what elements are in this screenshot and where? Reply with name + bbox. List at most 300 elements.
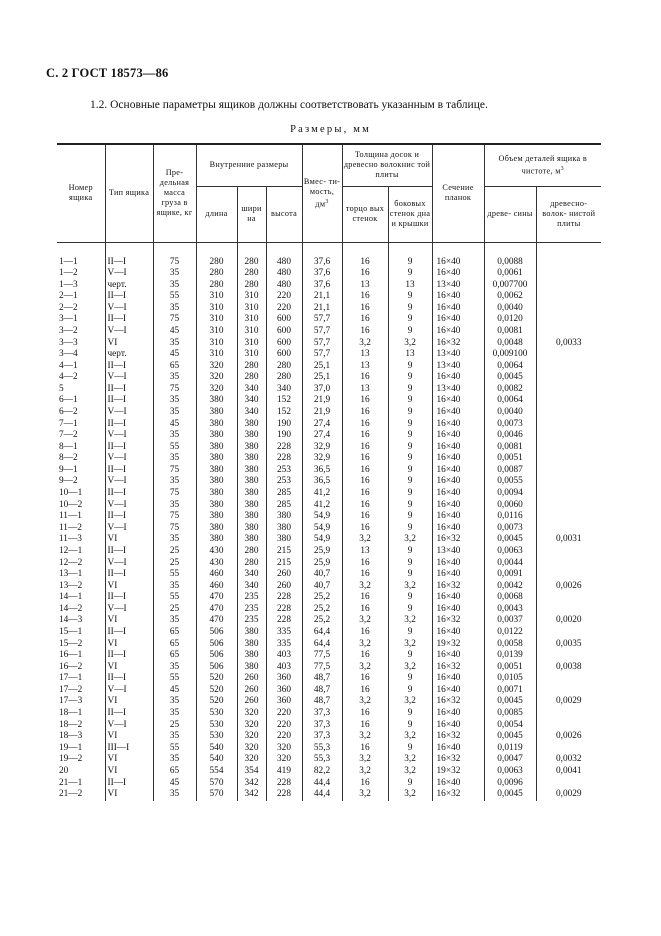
- table-row: [57, 476, 601, 488]
- header-type: Тип ящика: [105, 144, 153, 242]
- table-cell: 37,6: [302, 257, 342, 269]
- table-cell: 16: [342, 511, 388, 523]
- table-cell: 310: [196, 291, 237, 303]
- table-cell: 228: [266, 778, 302, 790]
- table-cell: 57,7: [302, 326, 342, 338]
- table-cell: 55: [153, 291, 196, 303]
- table-cell: 3,2: [342, 766, 388, 778]
- table-cell: 310: [237, 326, 266, 338]
- table-cell: [536, 442, 601, 454]
- table-cell: 9: [388, 476, 432, 488]
- table-cell: 342: [237, 789, 266, 801]
- table-cell: 75: [153, 523, 196, 535]
- table-cell: 0,0062: [484, 291, 536, 303]
- table-cell: 520: [196, 696, 237, 708]
- table-cell: 310: [237, 303, 266, 315]
- table-cell: [536, 743, 601, 755]
- table-cell: VI: [105, 615, 153, 627]
- table-cell: 16: [342, 743, 388, 755]
- table-cell: 9: [388, 743, 432, 755]
- table-cell: 48,7: [302, 696, 342, 708]
- table-cell: 280: [196, 268, 237, 280]
- table-row: [57, 465, 601, 477]
- table-cell: 16×40: [432, 685, 484, 697]
- table-cell: 16×40: [432, 500, 484, 512]
- table-cell: 75: [153, 384, 196, 396]
- table-cell: 554: [196, 766, 237, 778]
- table-cell: [536, 720, 601, 732]
- table-cell: 3,2: [388, 639, 432, 651]
- table-cell: 16—2: [59, 661, 83, 672]
- table-cell: V—I: [105, 268, 153, 280]
- table-cell: 380: [237, 662, 266, 674]
- table-cell: 57,7: [302, 338, 342, 350]
- table-cell: 220: [266, 708, 302, 720]
- table-cell: 3,2: [342, 696, 388, 708]
- table-cell: 506: [196, 650, 237, 662]
- table-cell: 16×32: [432, 534, 484, 546]
- table-cell: 16: [342, 523, 388, 535]
- table-cell: 0,0061: [484, 268, 536, 280]
- table-cell: 9: [388, 604, 432, 616]
- table-cell: 360: [266, 685, 302, 697]
- table-cell: II—I: [105, 546, 153, 558]
- table-cell: 18—1: [59, 708, 83, 719]
- table-cell: II—I: [105, 257, 153, 269]
- table-row: [57, 407, 601, 419]
- table-cell: V—I: [105, 407, 153, 419]
- table-cell: [536, 511, 601, 523]
- table-cell: 10—1: [59, 488, 83, 499]
- table-cell: 21,9: [302, 407, 342, 419]
- table-cell: 16×40: [432, 326, 484, 338]
- header-wood: древе- сины: [484, 186, 536, 242]
- table-cell: 320: [266, 743, 302, 755]
- table-cell: II—I: [105, 592, 153, 604]
- table-cell: 35: [153, 662, 196, 674]
- table-cell: V—I: [105, 453, 153, 465]
- table-cell: 220: [266, 291, 302, 303]
- table-cell: 12—1: [59, 545, 83, 556]
- table-cell: 0,0063: [484, 546, 536, 558]
- table-cell: 9: [388, 500, 432, 512]
- table-cell: 9: [388, 523, 432, 535]
- table-cell: 190: [266, 419, 302, 431]
- header-length: длина: [196, 186, 237, 242]
- table-cell: 0,0068: [484, 592, 536, 604]
- table-cell: 21,9: [302, 395, 342, 407]
- table-row: [57, 384, 601, 396]
- table-cell: 37,0: [302, 384, 342, 396]
- table-cell: 41,2: [302, 500, 342, 512]
- table-cell: 16×40: [432, 291, 484, 303]
- table-cell: 228: [266, 789, 302, 801]
- table-cell: [536, 546, 601, 558]
- table-cell: 360: [266, 673, 302, 685]
- table-cell: 3,2: [388, 534, 432, 546]
- table-cell: 9: [388, 673, 432, 685]
- table-cell: 16×32: [432, 615, 484, 627]
- table-cell: 380: [196, 488, 237, 500]
- table-cell: 280: [237, 257, 266, 269]
- table-row: [57, 534, 601, 546]
- table-cell: [536, 627, 601, 639]
- table-cell: 430: [196, 558, 237, 570]
- table-cell: V—I: [105, 430, 153, 442]
- table-cell: V—I: [105, 303, 153, 315]
- table-cell: 0,0047: [484, 754, 536, 766]
- table-cell: 13: [342, 361, 388, 373]
- table-cell: 260: [237, 685, 266, 697]
- table-cell: 25,2: [302, 592, 342, 604]
- table-cell: 340: [237, 407, 266, 419]
- table-cell: 54,9: [302, 534, 342, 546]
- table-cell: 9: [388, 384, 432, 396]
- table-cell: [536, 488, 601, 500]
- header-side-walls: боковых стенок дна и крышки: [388, 186, 432, 242]
- table-cell: 0,0087: [484, 465, 536, 477]
- table-cell: 40,7: [302, 569, 342, 581]
- table-cell: 16×40: [432, 627, 484, 639]
- table-cell: 9: [388, 546, 432, 558]
- table-cell: 16: [342, 778, 388, 790]
- table-cell: 0,0081: [484, 326, 536, 338]
- table-cell: 48,7: [302, 673, 342, 685]
- table-cell: 0,0040: [484, 303, 536, 315]
- table-cell: 600: [266, 338, 302, 350]
- table-cell: 16×40: [432, 673, 484, 685]
- table-cell: 3,2: [342, 639, 388, 651]
- parameters-table: [57, 143, 601, 801]
- table-cell: 380: [196, 465, 237, 477]
- table-cell: 1—1: [59, 256, 78, 267]
- table-cell: 235: [237, 592, 266, 604]
- table-cell: 380: [266, 511, 302, 523]
- table-cell: 0,0064: [484, 361, 536, 373]
- table-cell: 320: [237, 731, 266, 743]
- table-cell: 280: [237, 558, 266, 570]
- table-cell: 16×32: [432, 754, 484, 766]
- table-cell: 190: [266, 430, 302, 442]
- table-cell: [536, 685, 601, 697]
- table-cell: 0,0096: [484, 778, 536, 790]
- table-caption: Размеры, мм: [290, 124, 371, 135]
- table-cell: 55: [153, 442, 196, 454]
- table-cell: 0,0139: [484, 650, 536, 662]
- table-cell: V—I: [105, 523, 153, 535]
- table-cell: 320: [196, 384, 237, 396]
- table-row: [57, 604, 601, 616]
- table-cell: 25: [153, 546, 196, 558]
- table-cell: 7—1: [59, 418, 78, 429]
- table-cell: 480: [266, 268, 302, 280]
- table-row: [57, 581, 601, 593]
- table-row: [57, 639, 601, 651]
- table-cell: 16×32: [432, 581, 484, 593]
- table-cell: 11—3: [59, 534, 82, 545]
- table-cell: 380: [237, 419, 266, 431]
- table-cell: 57,7: [302, 349, 342, 361]
- table-cell: 320: [237, 743, 266, 755]
- table-cell: 75: [153, 488, 196, 500]
- table-cell: 310: [237, 291, 266, 303]
- table-cell: 16: [342, 720, 388, 732]
- table-cell: 9: [388, 558, 432, 570]
- table-cell: 2—1: [59, 291, 78, 302]
- table-cell: 55,3: [302, 743, 342, 755]
- table-cell: 3,2: [342, 581, 388, 593]
- table-cell: 3,2: [342, 789, 388, 801]
- table-cell: VI: [105, 731, 153, 743]
- table-cell: 13—1: [59, 569, 83, 580]
- table-spacer: [57, 242, 601, 257]
- table-cell: 9: [388, 511, 432, 523]
- table-cell: 9: [388, 257, 432, 269]
- table-cell: 82,2: [302, 766, 342, 778]
- table-cell: 16×40: [432, 488, 484, 500]
- table-cell: 380: [237, 442, 266, 454]
- table-cell: II—I: [105, 778, 153, 790]
- table-cell: 6—2: [59, 407, 78, 418]
- table-cell: 280: [237, 546, 266, 558]
- table-cell: 380: [237, 523, 266, 535]
- table-cell: 35: [153, 476, 196, 488]
- table-cell: II—I: [105, 361, 153, 373]
- table-cell: 5: [59, 383, 64, 394]
- table-cell: 16×40: [432, 743, 484, 755]
- table-cell: 280: [266, 361, 302, 373]
- table-cell: 64,4: [302, 639, 342, 651]
- table-cell: 3,2: [388, 581, 432, 593]
- table-cell: 1—2: [59, 268, 78, 279]
- table-cell: 18—3: [59, 731, 83, 742]
- table-cell: 530: [196, 720, 237, 732]
- table-row: [57, 395, 601, 407]
- table-cell: 540: [196, 754, 237, 766]
- table-cell: 470: [196, 604, 237, 616]
- table-cell: 380: [196, 534, 237, 546]
- table-cell: II—I: [105, 419, 153, 431]
- table-cell: 460: [196, 581, 237, 593]
- table-cell: 228: [266, 615, 302, 627]
- table-cell: 3—3: [59, 337, 78, 348]
- table-cell: 57,7: [302, 314, 342, 326]
- table-cell: 0,0091: [484, 569, 536, 581]
- table-cell: 0,0038: [536, 662, 601, 674]
- table-cell: 403: [266, 650, 302, 662]
- table-cell: 310: [196, 349, 237, 361]
- table-cell: 21—2: [59, 789, 83, 800]
- table-cell: 16: [342, 372, 388, 384]
- table-cell: 45: [153, 419, 196, 431]
- table-cell: 19—2: [59, 754, 83, 765]
- table-cell: 27,4: [302, 419, 342, 431]
- table-cell: 36,5: [302, 476, 342, 488]
- table-cell: 342: [237, 778, 266, 790]
- table-row: [57, 731, 601, 743]
- table-cell: 9: [388, 407, 432, 419]
- table-cell: 25,1: [302, 361, 342, 373]
- table-row: [57, 766, 601, 778]
- table-cell: 340: [237, 384, 266, 396]
- table-cell: 380: [237, 511, 266, 523]
- table-cell: 280: [266, 372, 302, 384]
- table-cell: 16×40: [432, 523, 484, 535]
- table-cell: 9: [388, 419, 432, 431]
- table-cell: 13×40: [432, 384, 484, 396]
- table-cell: 380: [196, 395, 237, 407]
- table-cell: [536, 303, 601, 315]
- table-cell: [536, 592, 601, 604]
- table-cell: 13×40: [432, 349, 484, 361]
- table-cell: 380: [196, 419, 237, 431]
- table-cell: II—I: [105, 465, 153, 477]
- table-cell: [536, 523, 601, 535]
- table-cell: 75: [153, 465, 196, 477]
- table-cell: [536, 291, 601, 303]
- table-cell: 0,0043: [484, 604, 536, 616]
- table-cell: 16: [342, 488, 388, 500]
- table-cell: 25: [153, 558, 196, 570]
- table-cell: 16: [342, 291, 388, 303]
- table-cell: 16×32: [432, 338, 484, 350]
- table-cell: 17—2: [59, 684, 83, 695]
- table-cell: 65: [153, 627, 196, 639]
- table-row: [57, 291, 601, 303]
- table-cell: 64,4: [302, 627, 342, 639]
- table-cell: 9: [388, 569, 432, 581]
- table-cell: 280: [237, 361, 266, 373]
- table-cell: 32,9: [302, 442, 342, 454]
- table-cell: черт.: [105, 349, 153, 361]
- table-row: [57, 615, 601, 627]
- table-cell: [536, 430, 601, 442]
- table-cell: 360: [266, 696, 302, 708]
- header-max-mass: Пре- дельная масса груза в ящике, кг: [153, 144, 196, 242]
- table-cell: II—I: [105, 395, 153, 407]
- table-cell: 0,0031: [536, 534, 601, 546]
- table-cell: 0,0054: [484, 720, 536, 732]
- table-cell: 9: [388, 592, 432, 604]
- table-cell: черт.: [105, 280, 153, 292]
- table-body: [57, 242, 601, 801]
- header-section: Сечение планок: [432, 144, 484, 242]
- table-cell: 9—2: [59, 476, 78, 487]
- table-cell: 3,2: [388, 754, 432, 766]
- table-cell: 0,0088: [484, 257, 536, 269]
- table-cell: 20: [59, 765, 69, 776]
- table-cell: 570: [196, 778, 237, 790]
- table-row: [57, 662, 601, 674]
- table-cell: [536, 778, 601, 790]
- table-cell: VI: [105, 534, 153, 546]
- table-cell: 21,1: [302, 291, 342, 303]
- table-cell: 16: [342, 442, 388, 454]
- table-cell: 320: [237, 720, 266, 732]
- table-cell: 3,2: [342, 662, 388, 674]
- header-end-walls: торцо вых стенок: [342, 186, 388, 242]
- table-cell: VI: [105, 338, 153, 350]
- table-cell: 16: [342, 650, 388, 662]
- table-cell: III—I: [105, 743, 153, 755]
- table-cell: 460: [196, 569, 237, 581]
- table-cell: 280: [196, 280, 237, 292]
- table-cell: 253: [266, 465, 302, 477]
- table-cell: 0,0048: [484, 338, 536, 350]
- table-cell: 35: [153, 395, 196, 407]
- table-cell: V—I: [105, 500, 153, 512]
- table-cell: 403: [266, 662, 302, 674]
- table-cell: 16—1: [59, 650, 83, 661]
- table-cell: 380: [196, 453, 237, 465]
- table-cell: 419: [266, 766, 302, 778]
- table-cell: 40,7: [302, 581, 342, 593]
- table-cell: 16: [342, 268, 388, 280]
- table-row: [57, 592, 601, 604]
- table-cell: V—I: [105, 558, 153, 570]
- table-cell: 0,0082: [484, 384, 536, 396]
- table-cell: 9: [388, 442, 432, 454]
- table-cell: 506: [196, 627, 237, 639]
- table-cell: 0,0042: [484, 581, 536, 593]
- table-cell: 9: [388, 326, 432, 338]
- table-cell: 55: [153, 673, 196, 685]
- table-cell: 55: [153, 743, 196, 755]
- table-cell: 3,2: [342, 534, 388, 546]
- table-cell: 16×40: [432, 453, 484, 465]
- table-cell: 16×40: [432, 650, 484, 662]
- table-cell: 35: [153, 430, 196, 442]
- table-cell: 11—1: [59, 511, 82, 522]
- table-cell: 16×40: [432, 708, 484, 720]
- table-cell: 380: [237, 534, 266, 546]
- table-cell: 220: [266, 303, 302, 315]
- table-cell: 25: [153, 604, 196, 616]
- table-cell: 44,4: [302, 789, 342, 801]
- table-cell: 9: [388, 303, 432, 315]
- table-row: [57, 546, 601, 558]
- table-cell: 0,0020: [536, 615, 601, 627]
- table-cell: [536, 372, 601, 384]
- table-cell: 16: [342, 604, 388, 616]
- table-cell: 520: [196, 673, 237, 685]
- table-cell: 21,1: [302, 303, 342, 315]
- table-cell: 35: [153, 708, 196, 720]
- table-cell: 0,0026: [536, 581, 601, 593]
- table-row: [57, 511, 601, 523]
- table-cell: [536, 361, 601, 373]
- table-cell: 280: [196, 257, 237, 269]
- header-capacity: Вмес- ти- мость, $дм^3$: [302, 144, 342, 242]
- table-cell: [536, 673, 601, 685]
- table-cell: 340: [237, 395, 266, 407]
- header-volume: Объем деталей ящика в чистоте, $м^3$: [484, 144, 601, 186]
- table-cell: 16×40: [432, 257, 484, 269]
- table-cell: [536, 604, 601, 616]
- table-cell: 37,6: [302, 280, 342, 292]
- table-cell: II—I: [105, 314, 153, 326]
- table-cell: 4—1: [59, 360, 78, 371]
- table-row: [57, 789, 601, 801]
- table-cell: 9: [388, 395, 432, 407]
- table-row: [57, 778, 601, 790]
- table-cell: 9: [388, 291, 432, 303]
- table-cell: 335: [266, 627, 302, 639]
- table-cell: V—I: [105, 720, 153, 732]
- table-cell: 16: [342, 569, 388, 581]
- table-cell: 11—2: [59, 522, 82, 533]
- header-height: высота: [266, 186, 302, 242]
